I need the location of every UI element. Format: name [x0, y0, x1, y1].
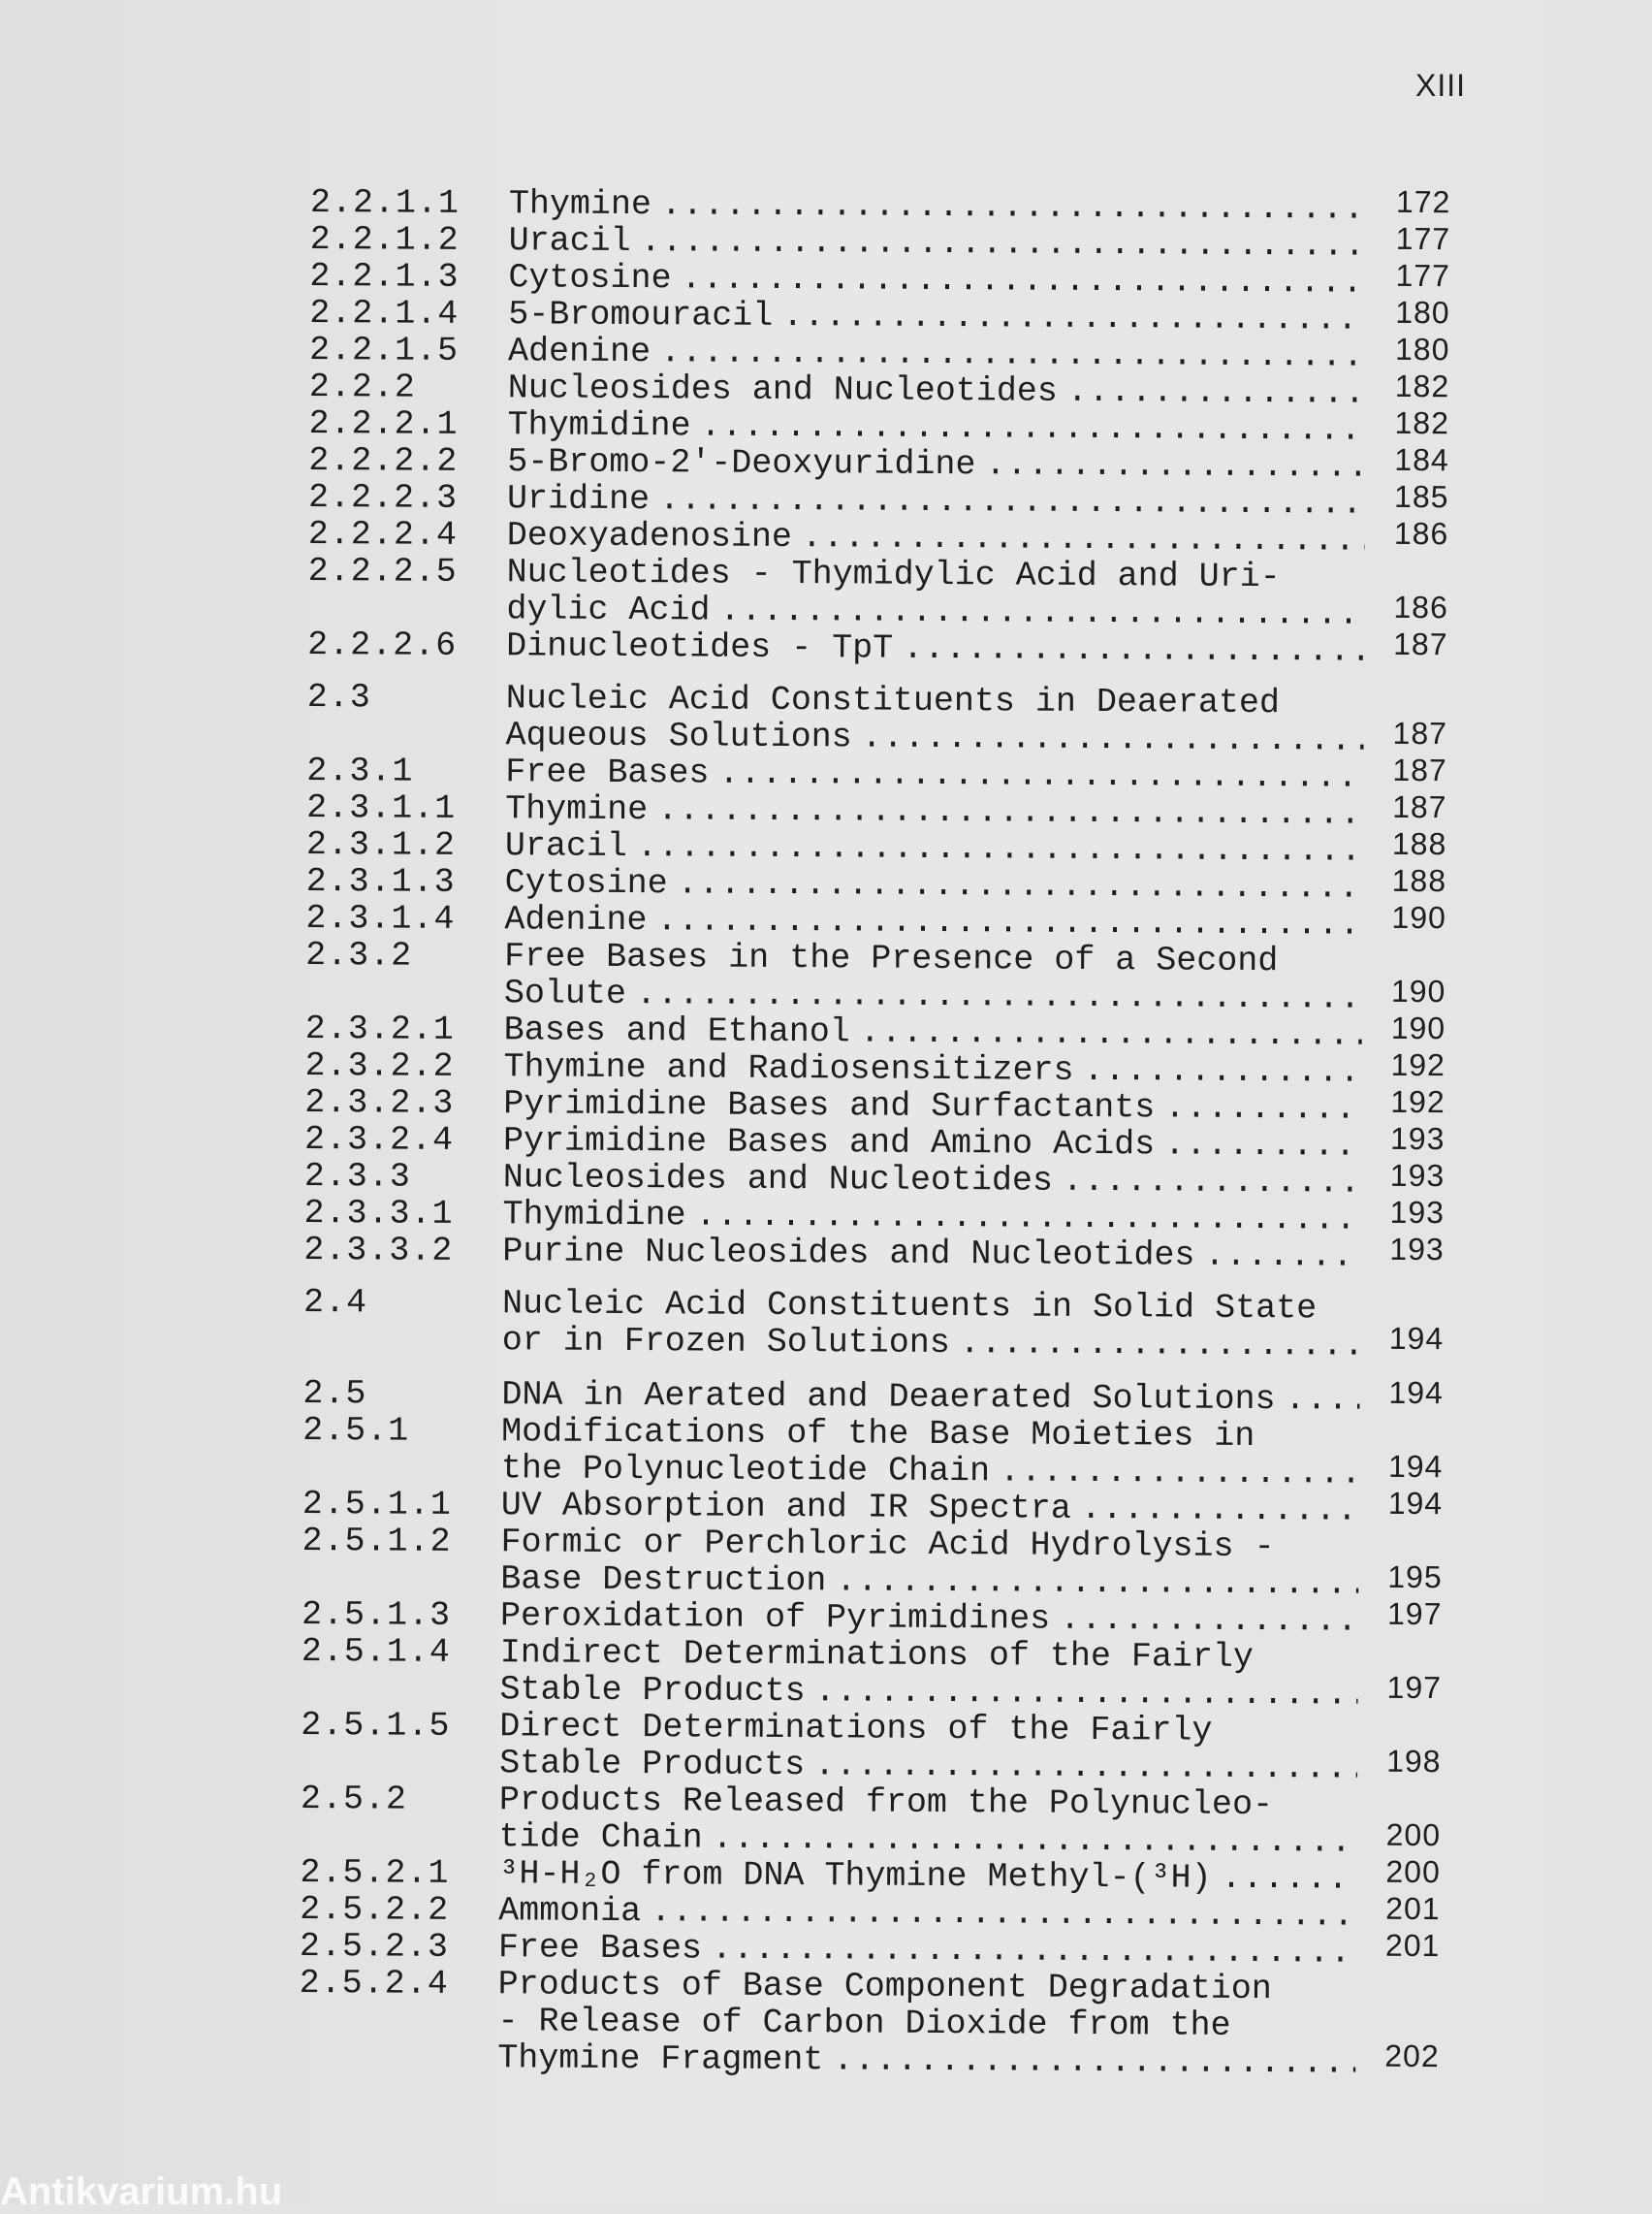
section-title: Cytosine: [508, 258, 672, 299]
section-number: 2.5.2.1: [300, 1852, 450, 1893]
page-reference: 187: [1392, 715, 1448, 752]
section-title: Pyrimidine Bases and Amino Acids: [502, 1121, 1156, 1165]
section-number: 2.3.3.2: [303, 1230, 454, 1270]
section-title: the Polynucleotide Chain: [500, 1449, 991, 1492]
page-reference: 190: [1390, 973, 1446, 1010]
section-number: 2.3.1: [306, 751, 414, 791]
toc-entry[interactable]: [302, 1523, 1465, 1603]
page-reference: 180: [1394, 331, 1450, 368]
section-number: 2.2.1.1: [309, 183, 461, 223]
section-title: Free Bases in the Presence of a Second: [504, 937, 1279, 981]
page-reference: 193: [1389, 1194, 1446, 1231]
section-number: 2.5.1.5: [301, 1705, 451, 1746]
section-number: 2.3.2.1: [304, 1009, 455, 1049]
toc-entry[interactable]: [301, 1633, 1464, 1714]
section-title: Thymine: [508, 184, 652, 225]
section-number: 2.3.2.2: [304, 1045, 455, 1086]
page-reference: 172: [1395, 183, 1451, 220]
page-reference: 190: [1391, 899, 1446, 936]
dot-leader: [1204, 1237, 1360, 1275]
section-title: Deoxyadenosine: [506, 516, 793, 558]
section-title: or in Frozen Solutions: [501, 1321, 950, 1364]
page-reference: 200: [1385, 1816, 1442, 1853]
page-reference: 193: [1389, 1120, 1446, 1157]
section-number: 2.2.1.5: [308, 330, 460, 370]
dot-leader: [659, 481, 1365, 522]
section-number: 2.2.1.4: [309, 293, 460, 334]
section-number: 2.5.2.4: [299, 1963, 449, 2004]
dot-leader: [719, 593, 1364, 633]
section-title: UV Absorption and IR Spectra: [500, 1486, 1071, 1528]
section-number: 2.3.1.1: [306, 787, 457, 828]
section-title: Nucleic Acid Constituents in Solid State: [501, 1284, 1318, 1329]
section-title: Adenine: [507, 332, 651, 372]
section-title: Stable Products: [498, 1744, 806, 1785]
dot-leader: [718, 755, 1363, 796]
page-reference: 194: [1388, 1374, 1444, 1411]
toc-entry[interactable]: [299, 1965, 1463, 2082]
dot-leader: [1081, 1491, 1359, 1529]
dot-leader: [661, 186, 1367, 227]
section-title: Base Destruction: [500, 1559, 827, 1601]
section-number: 2.2.2.5: [307, 551, 458, 592]
section-number: 2.5.2.2: [300, 1889, 450, 1930]
section-title: Thymine and Radiosensitizers: [503, 1047, 1074, 1090]
dot-leader: [713, 1820, 1357, 1861]
section-number: 2.3.3.1: [303, 1193, 454, 1234]
dot-leader: [862, 719, 1364, 758]
section-title: DNA in Aerated and Deaerated Solutions: [501, 1375, 1276, 1420]
section-number: 2.5.1: [302, 1410, 410, 1451]
section-title: ³H-H₂O from DNA Thymine Methyl-(³H): [498, 1854, 1212, 1898]
section-title: Free Bases: [505, 753, 710, 793]
section-number: 2.2.2.2: [308, 440, 459, 481]
section-title: Thymidine: [507, 405, 691, 446]
dot-leader: [814, 1747, 1357, 1786]
toc-entry[interactable]: [301, 1781, 1464, 1861]
dot-leader: [636, 976, 1362, 1017]
section-title: Thymine Fragment: [497, 2038, 824, 2080]
section-number: 2.5.1.4: [301, 1631, 451, 1672]
section-number: 2.2.1.2: [309, 219, 460, 260]
section-title: Stable Products: [499, 1670, 806, 1712]
section-title: dylic Acid: [506, 590, 711, 630]
dot-leader: [695, 1197, 1360, 1237]
page-reference: 194: [1387, 1448, 1444, 1485]
section-title: Solute: [503, 974, 627, 1014]
toc-entry[interactable]: [302, 1412, 1466, 1492]
section-title: Cytosine: [504, 863, 668, 904]
section-number: 2.5.1.1: [302, 1484, 452, 1524]
section-title: Purine Nucleosides and Nucleotides: [502, 1232, 1195, 1275]
page-reference: 192: [1390, 1083, 1446, 1120]
toc-entry[interactable]: [303, 1284, 1467, 1364]
section-title: Formic or Perchloric Acid Hydrolysis -: [500, 1523, 1275, 1567]
dot-leader: [1164, 1126, 1361, 1164]
section-number: 2.5.1.3: [301, 1594, 452, 1635]
dot-leader: [656, 902, 1362, 943]
section-title: Dinucleotides - TpT: [506, 626, 894, 668]
section-title: 5-Bromo-2'-Deoxyuridine: [507, 442, 976, 485]
page-reference: 194: [1388, 1320, 1445, 1357]
section-number: 2.3.1.4: [305, 898, 456, 939]
page-reference: 197: [1386, 1595, 1443, 1632]
page-reference: 184: [1394, 441, 1449, 478]
page-reference: 201: [1385, 1890, 1441, 1927]
page-reference: 187: [1392, 752, 1447, 788]
page-reference: 185: [1394, 478, 1449, 515]
section-title: - Release of Carbon Dioxide from the: [497, 2002, 1231, 2045]
dot-leader: [1285, 1381, 1359, 1418]
section-number: 2.4: [302, 1282, 368, 1323]
section-title: Modifications of the Base Moieties in: [501, 1412, 1255, 1456]
dot-leader: [1221, 1860, 1356, 1898]
dot-leader: [985, 446, 1365, 485]
section-title: Products of Base Component Degradation: [497, 1965, 1272, 2009]
section-number: 2.5.2.3: [299, 1926, 450, 1967]
section-number: 2.3.3: [303, 1156, 411, 1197]
dot-leader: [657, 791, 1363, 832]
toc-entry[interactable]: [307, 626, 1471, 670]
section-title: Aqueous Solutions: [505, 716, 852, 757]
section-title: Thymine: [505, 789, 649, 830]
section-number: 2.2.2.4: [307, 514, 459, 555]
dot-leader: [641, 223, 1367, 265]
dot-leader: [681, 260, 1366, 301]
page-reference: 180: [1395, 294, 1450, 331]
page-reference: 186: [1393, 589, 1448, 626]
section-number: 2.2.2.1: [308, 403, 459, 444]
dot-leader: [1067, 373, 1366, 412]
section-title: Uridine: [506, 479, 651, 520]
toc-entry[interactable]: [301, 1707, 1464, 1787]
dot-leader: [833, 2041, 1355, 2081]
section-number: 2.3.2.4: [303, 1119, 455, 1160]
section-title: Products Released from the Polynucleo-: [498, 1781, 1274, 1825]
dot-leader: [782, 298, 1366, 338]
dot-leader: [1000, 1453, 1359, 1492]
dot-leader: [651, 1893, 1356, 1934]
dot-leader: [678, 865, 1363, 906]
dot-leader: [802, 519, 1365, 560]
page-reference: 187: [1393, 626, 1448, 662]
section-title: Thymidine: [502, 1195, 686, 1235]
page-reference: 202: [1384, 2038, 1440, 2074]
section-number: 2.2.2: [308, 367, 416, 407]
page-reference: 190: [1390, 1010, 1446, 1046]
section-title: Indirect Determinations of the Fairly: [499, 1633, 1255, 1677]
watermark: Antikvarium.hu: [0, 2170, 283, 2213]
toc-entry[interactable]: [305, 937, 1469, 1017]
section-title: Uracil: [504, 826, 628, 867]
dot-leader: [960, 1325, 1360, 1364]
toc-entry[interactable]: [307, 553, 1471, 633]
section-title: Pyrimidine Bases and Surfactants: [503, 1084, 1156, 1128]
section-title: Nucleosides and Nucleotides: [507, 369, 1058, 411]
section-number: 2.2.2.3: [307, 477, 459, 518]
page-reference: 177: [1395, 220, 1451, 257]
dot-leader: [860, 1013, 1362, 1053]
page-reference: 197: [1386, 1669, 1443, 1706]
dot-leader: [712, 1931, 1356, 1972]
section-number: 2.2.1.3: [309, 256, 460, 297]
dot-leader: [1164, 1089, 1361, 1127]
section-title: Nucleosides and Nucleotides: [502, 1158, 1054, 1201]
section-number: 2.3.1.3: [305, 861, 456, 902]
dot-leader: [700, 407, 1365, 448]
page-reference: 198: [1386, 1743, 1442, 1780]
page-reference: 193: [1389, 1157, 1446, 1194]
page-reference: 182: [1394, 404, 1450, 441]
page-reference: 188: [1391, 862, 1447, 899]
toc-entry[interactable]: [303, 1232, 1467, 1275]
page-reference: 193: [1389, 1231, 1445, 1267]
dot-leader: [1060, 1601, 1358, 1640]
section-number: 2.3.2.3: [304, 1082, 455, 1123]
page-number: XIII: [1415, 68, 1467, 103]
dot-leader: [1063, 1163, 1361, 1202]
page-reference: 187: [1392, 788, 1447, 825]
dot-leader: [836, 1562, 1358, 1602]
dot-leader: [637, 828, 1363, 870]
section-number: 2.3.2: [305, 935, 413, 976]
dot-leader: [903, 630, 1364, 670]
page-reference: 188: [1391, 825, 1447, 862]
page-reference: 200: [1385, 1853, 1441, 1890]
section-number: 2.2.2.6: [307, 625, 458, 665]
dot-leader: [660, 334, 1366, 374]
section-number: 2.5.2: [300, 1779, 408, 1819]
page-reference: 194: [1387, 1485, 1444, 1522]
section-title: 5-Bromouracil: [508, 295, 774, 336]
page-reference: 192: [1390, 1046, 1446, 1083]
page-reference: 186: [1393, 515, 1449, 552]
section-number: 2.3: [306, 677, 371, 718]
page-reference: 201: [1384, 1927, 1441, 1964]
section-number: 2.5.1.2: [302, 1521, 452, 1561]
section-number: 2.3.1.2: [305, 824, 457, 865]
section-title: Adenine: [504, 900, 648, 941]
dot-leader: [1083, 1052, 1361, 1091]
section-title: Bases and Ethanol: [503, 1011, 850, 1052]
page-reference: 177: [1395, 257, 1451, 294]
section-title: Uracil: [508, 221, 631, 262]
section-title: tide Chain: [498, 1817, 703, 1858]
dot-leader: [815, 1673, 1358, 1713]
section-title: Nucleic Acid Constituents in Deaerated: [505, 679, 1281, 723]
section-number: 2.5: [302, 1373, 367, 1414]
section-title: Peroxidation of Pyrimidines: [499, 1596, 1051, 1639]
section-title: Free Bases: [497, 1928, 703, 1969]
toc-entry[interactable]: [306, 679, 1470, 759]
page-reference: 182: [1394, 368, 1450, 404]
section-title: Nucleotides - Thymidylic Acid and Uri-: [506, 553, 1281, 597]
page-reference: 195: [1387, 1558, 1443, 1595]
section-title: Direct Determinations of the Fairly: [499, 1707, 1213, 1750]
section-title: Ammonia: [498, 1891, 642, 1932]
